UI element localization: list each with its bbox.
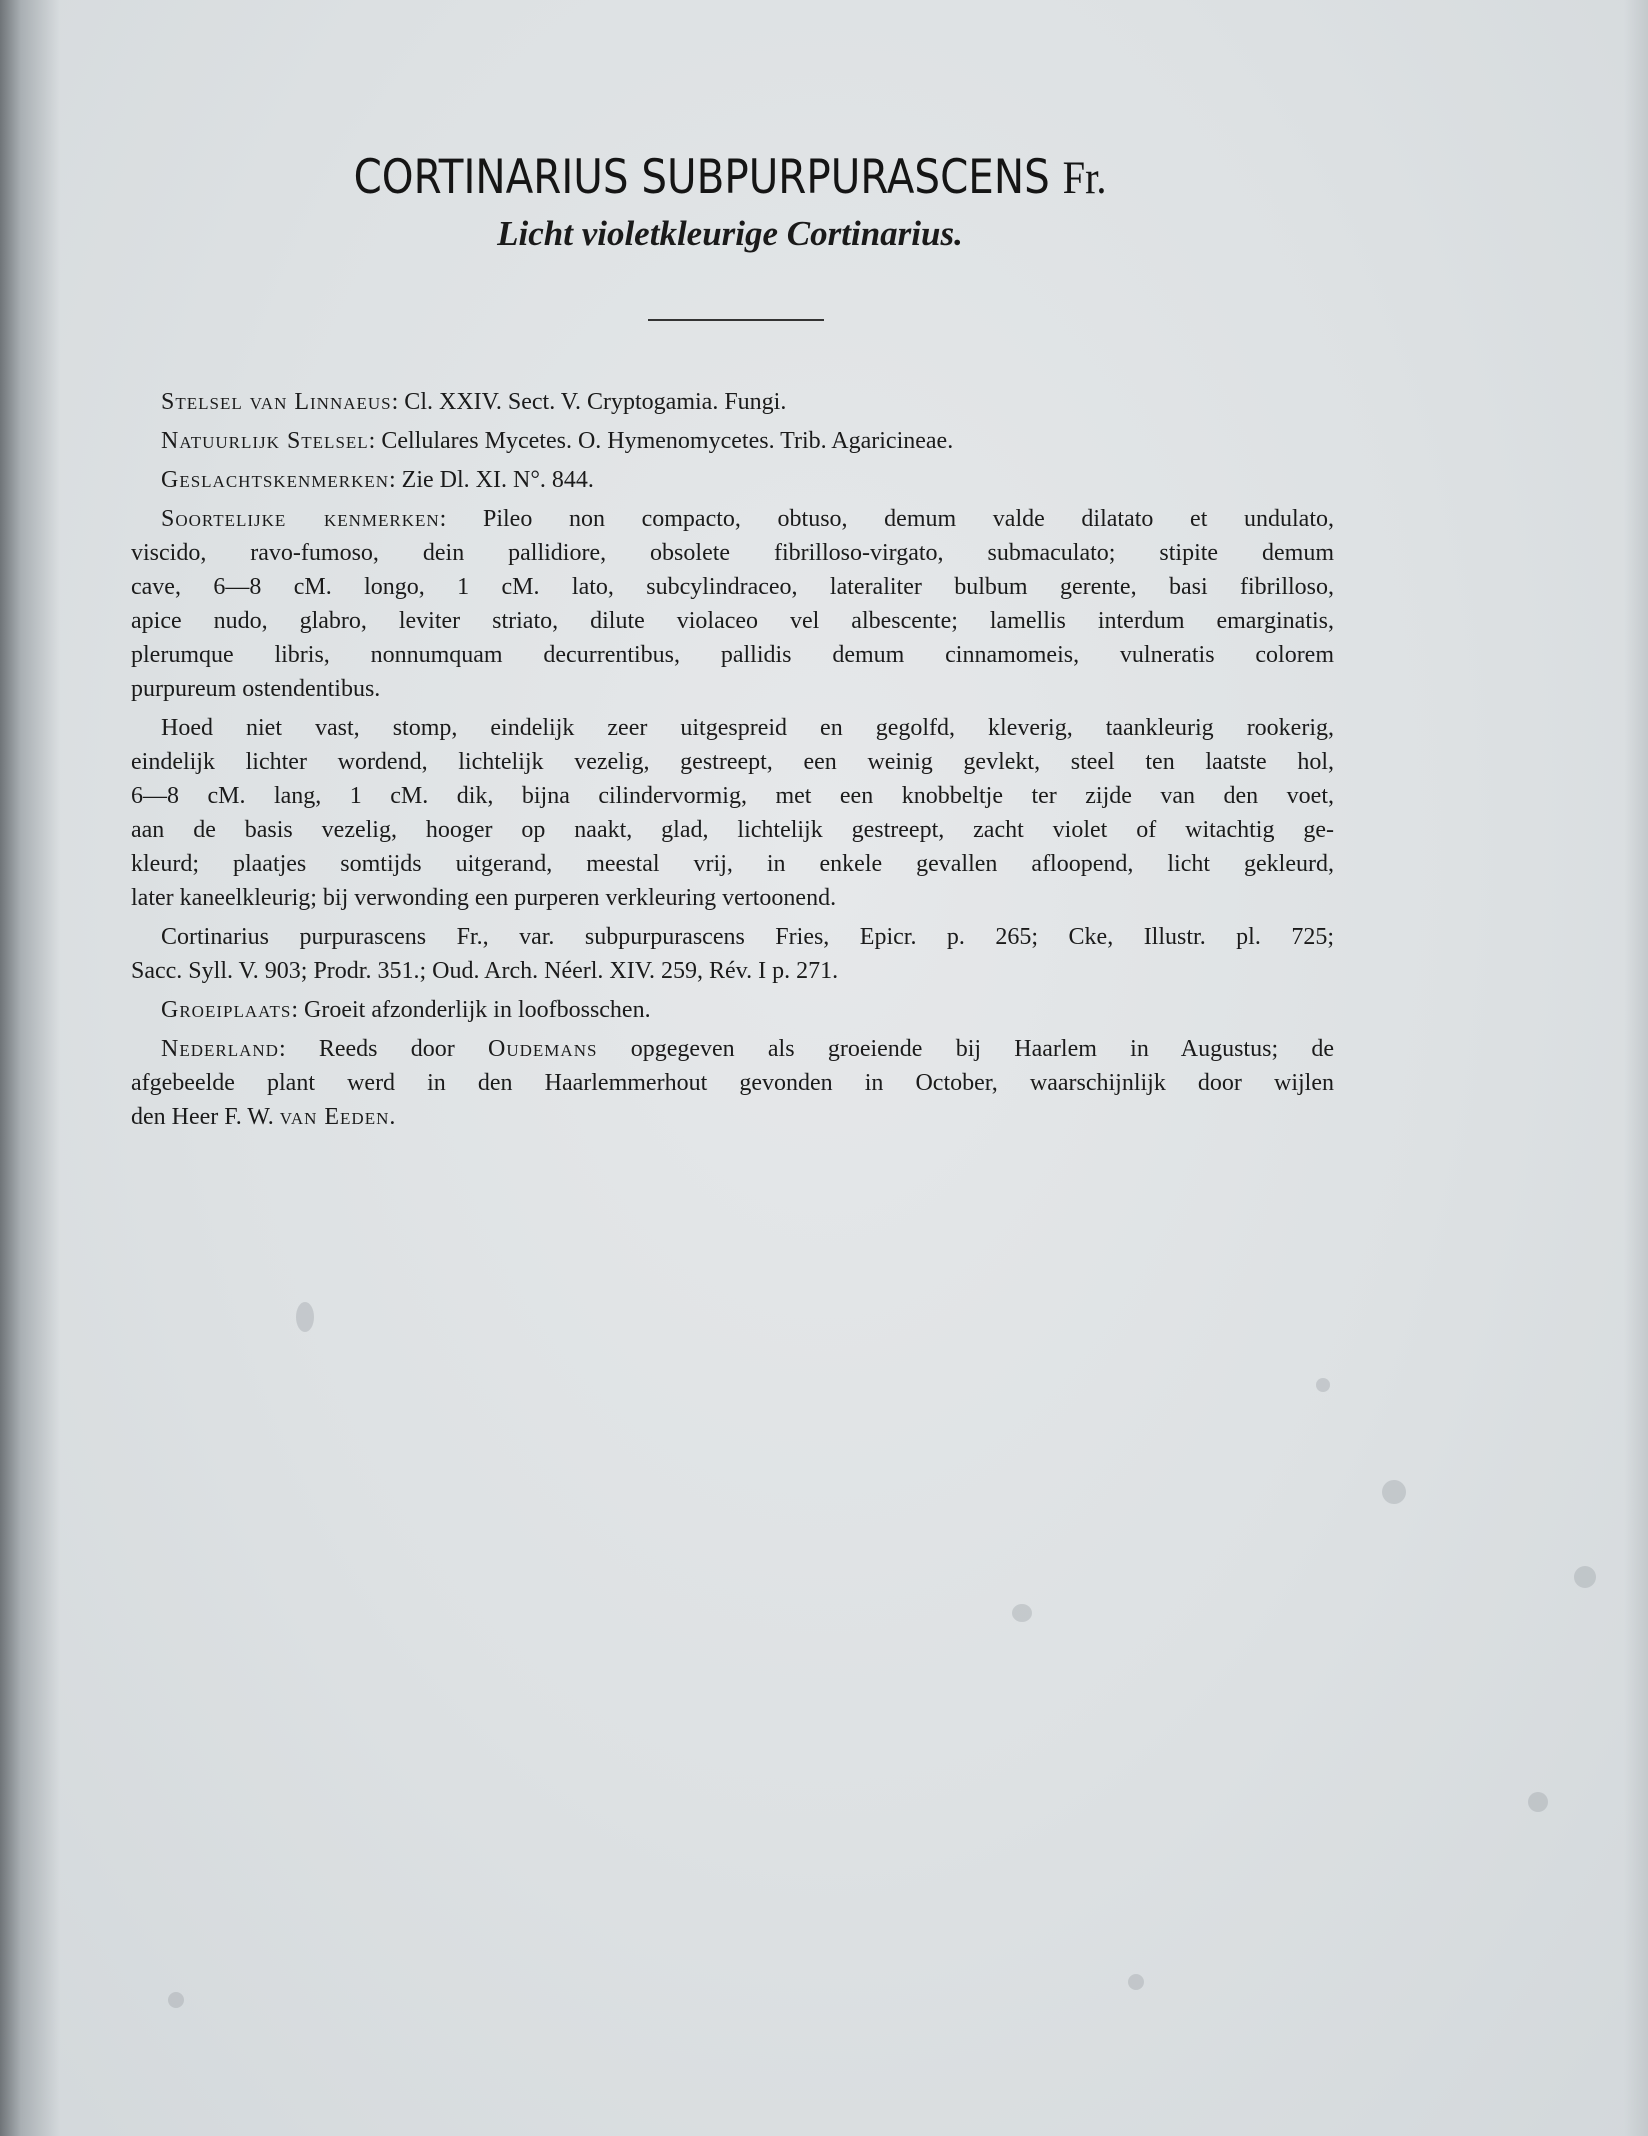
stelsel-linnaeus-paragraph <box>131 385 1334 419</box>
foxing-spot <box>168 1992 184 2008</box>
text-line: cave, 6—8 cM. longo, 1 cM. lato, subcylindraceo, lateraliter bulbum gerente, basi fibrilloso, <box>131 574 1334 600</box>
text-line: later kaneelkleurig; bij verwonding een purperen verkleuring vertoonend. <box>131 885 837 911</box>
section-text: : Zie Dl. XI. N°. 844. <box>389 467 594 493</box>
foxing-spot <box>1382 1480 1406 1504</box>
text-line: Hoed niet vast, stomp, eindelijk zeer uitgespreid en gegolfd, kleverig, taankleurig rookerig, <box>161 715 1334 741</box>
species-author: Fr. <box>1062 152 1107 204</box>
section-label: Natuurlijk Stelsel <box>161 428 369 454</box>
text-line <box>131 1032 1334 1066</box>
section-label: Groeiplaats <box>161 997 292 1023</box>
person-name: Oudemans <box>488 1036 598 1062</box>
line-text: opgegeven als groeiende bij Haarlem in Augustus; de <box>597 1036 1335 1062</box>
references-paragraph <box>131 920 1334 988</box>
text-line <box>131 502 1334 536</box>
soortelijke-kenmerken-paragraph <box>131 502 1334 706</box>
groeiplaats-paragraph <box>131 993 1334 1027</box>
text-line <box>131 1100 1334 1134</box>
dutch-description-paragraph <box>131 711 1334 915</box>
text-line: aan de basis vezelig, hooger op naakt, glad, lichtelijk gestreept, zacht violet of witachtig ge- <box>131 817 1334 843</box>
section-text: : Cl. XXIV. Sect. V. Cryptogamia. Fungi. <box>391 389 787 415</box>
page-edge <box>1624 0 1648 2136</box>
text-line: afgebeelde plant werd in den Haarlemmerhout gevonden in October, waarschijnlijk door wijlen <box>131 1070 1334 1096</box>
person-name: van Eeden <box>279 1104 390 1130</box>
line-text: : Reeds door <box>278 1036 489 1062</box>
foxing-spot <box>1128 1974 1144 1990</box>
article-body <box>131 385 1334 1139</box>
section-label: Geslachtskenmerken <box>161 467 390 493</box>
text-line: apice nudo, glabro, leviter striato, dilute violaceo vel albescente; lamellis interdum emarginatis, <box>131 608 1334 634</box>
text-line: viscido, ravo-fumoso, dein pallidiore, obsolete fibrilloso-virgato, submaculato; stipite demum <box>131 540 1334 566</box>
species-title <box>102 150 1358 205</box>
text-line: 6—8 cM. lang, 1 cM. dik, bijna cilindervormig, met een knobbeltje ter zijde van den voet, <box>131 783 1334 809</box>
line-text: den Heer F. W. <box>131 1104 280 1130</box>
section-label: Stelsel van Linnaeus <box>161 389 392 415</box>
text-line: eindelijk lichter wordend, lichtelijk vezelig, gestreept, een weinig gevlekt, steel ten laatste hol, <box>131 749 1334 775</box>
section-label: Nederland <box>161 1036 279 1062</box>
section-text: : Cellulares Mycetes. O. Hymenomycetes. Trib. Agaricineae. <box>368 428 954 454</box>
foxing-spot <box>1316 1378 1330 1392</box>
text-line: Sacc. Syll. V. 903; Prodr. 351.; Oud. Arch. Néerl. XIV. 259, Rév. I p. 271. <box>131 958 839 984</box>
dutch-common-name: Licht violetkleurige Cortinarius. <box>497 214 963 253</box>
foxing-spot <box>296 1302 314 1332</box>
section-text: : Groeit afzonderlijk in loofbosschen. <box>291 997 651 1023</box>
geslachtskenmerken-paragraph <box>131 463 1334 497</box>
nederland-paragraph <box>131 1032 1334 1134</box>
text-line: Cortinarius purpurascens Fr., var. subpurpurascens Fries, Epicr. p. 265; Cke, Illustr. pl. 725; <box>161 924 1334 950</box>
foxing-spot <box>1012 1604 1032 1622</box>
title-divider <box>648 319 824 321</box>
text-line: kleurd; plaatjes somtijds uitgerand, meestal vrij, in enkele gevallen afloopend, licht gekleurd, <box>131 851 1334 877</box>
line-text: : Pileo non compacto, obtuso, demum valde dilatato et undulato, <box>439 506 1334 532</box>
foxing-spot <box>1528 1792 1548 1812</box>
line-text: . <box>389 1104 396 1130</box>
binding-gutter-shadow <box>0 0 60 2136</box>
text-line: plerumque libris, nonnumquam decurrentibus, pallidis demum cinnamomeis, vulneratis colorem <box>131 642 1334 668</box>
text-line: purpureum ostendentibus. <box>131 676 381 702</box>
natuurlijk-stelsel-paragraph <box>131 424 1334 458</box>
foxing-spot <box>1574 1566 1596 1588</box>
species-name: CORTINARIUS SUBPURPURASCENS <box>353 150 1050 205</box>
section-label: Soortelijke kenmerken <box>161 506 440 532</box>
